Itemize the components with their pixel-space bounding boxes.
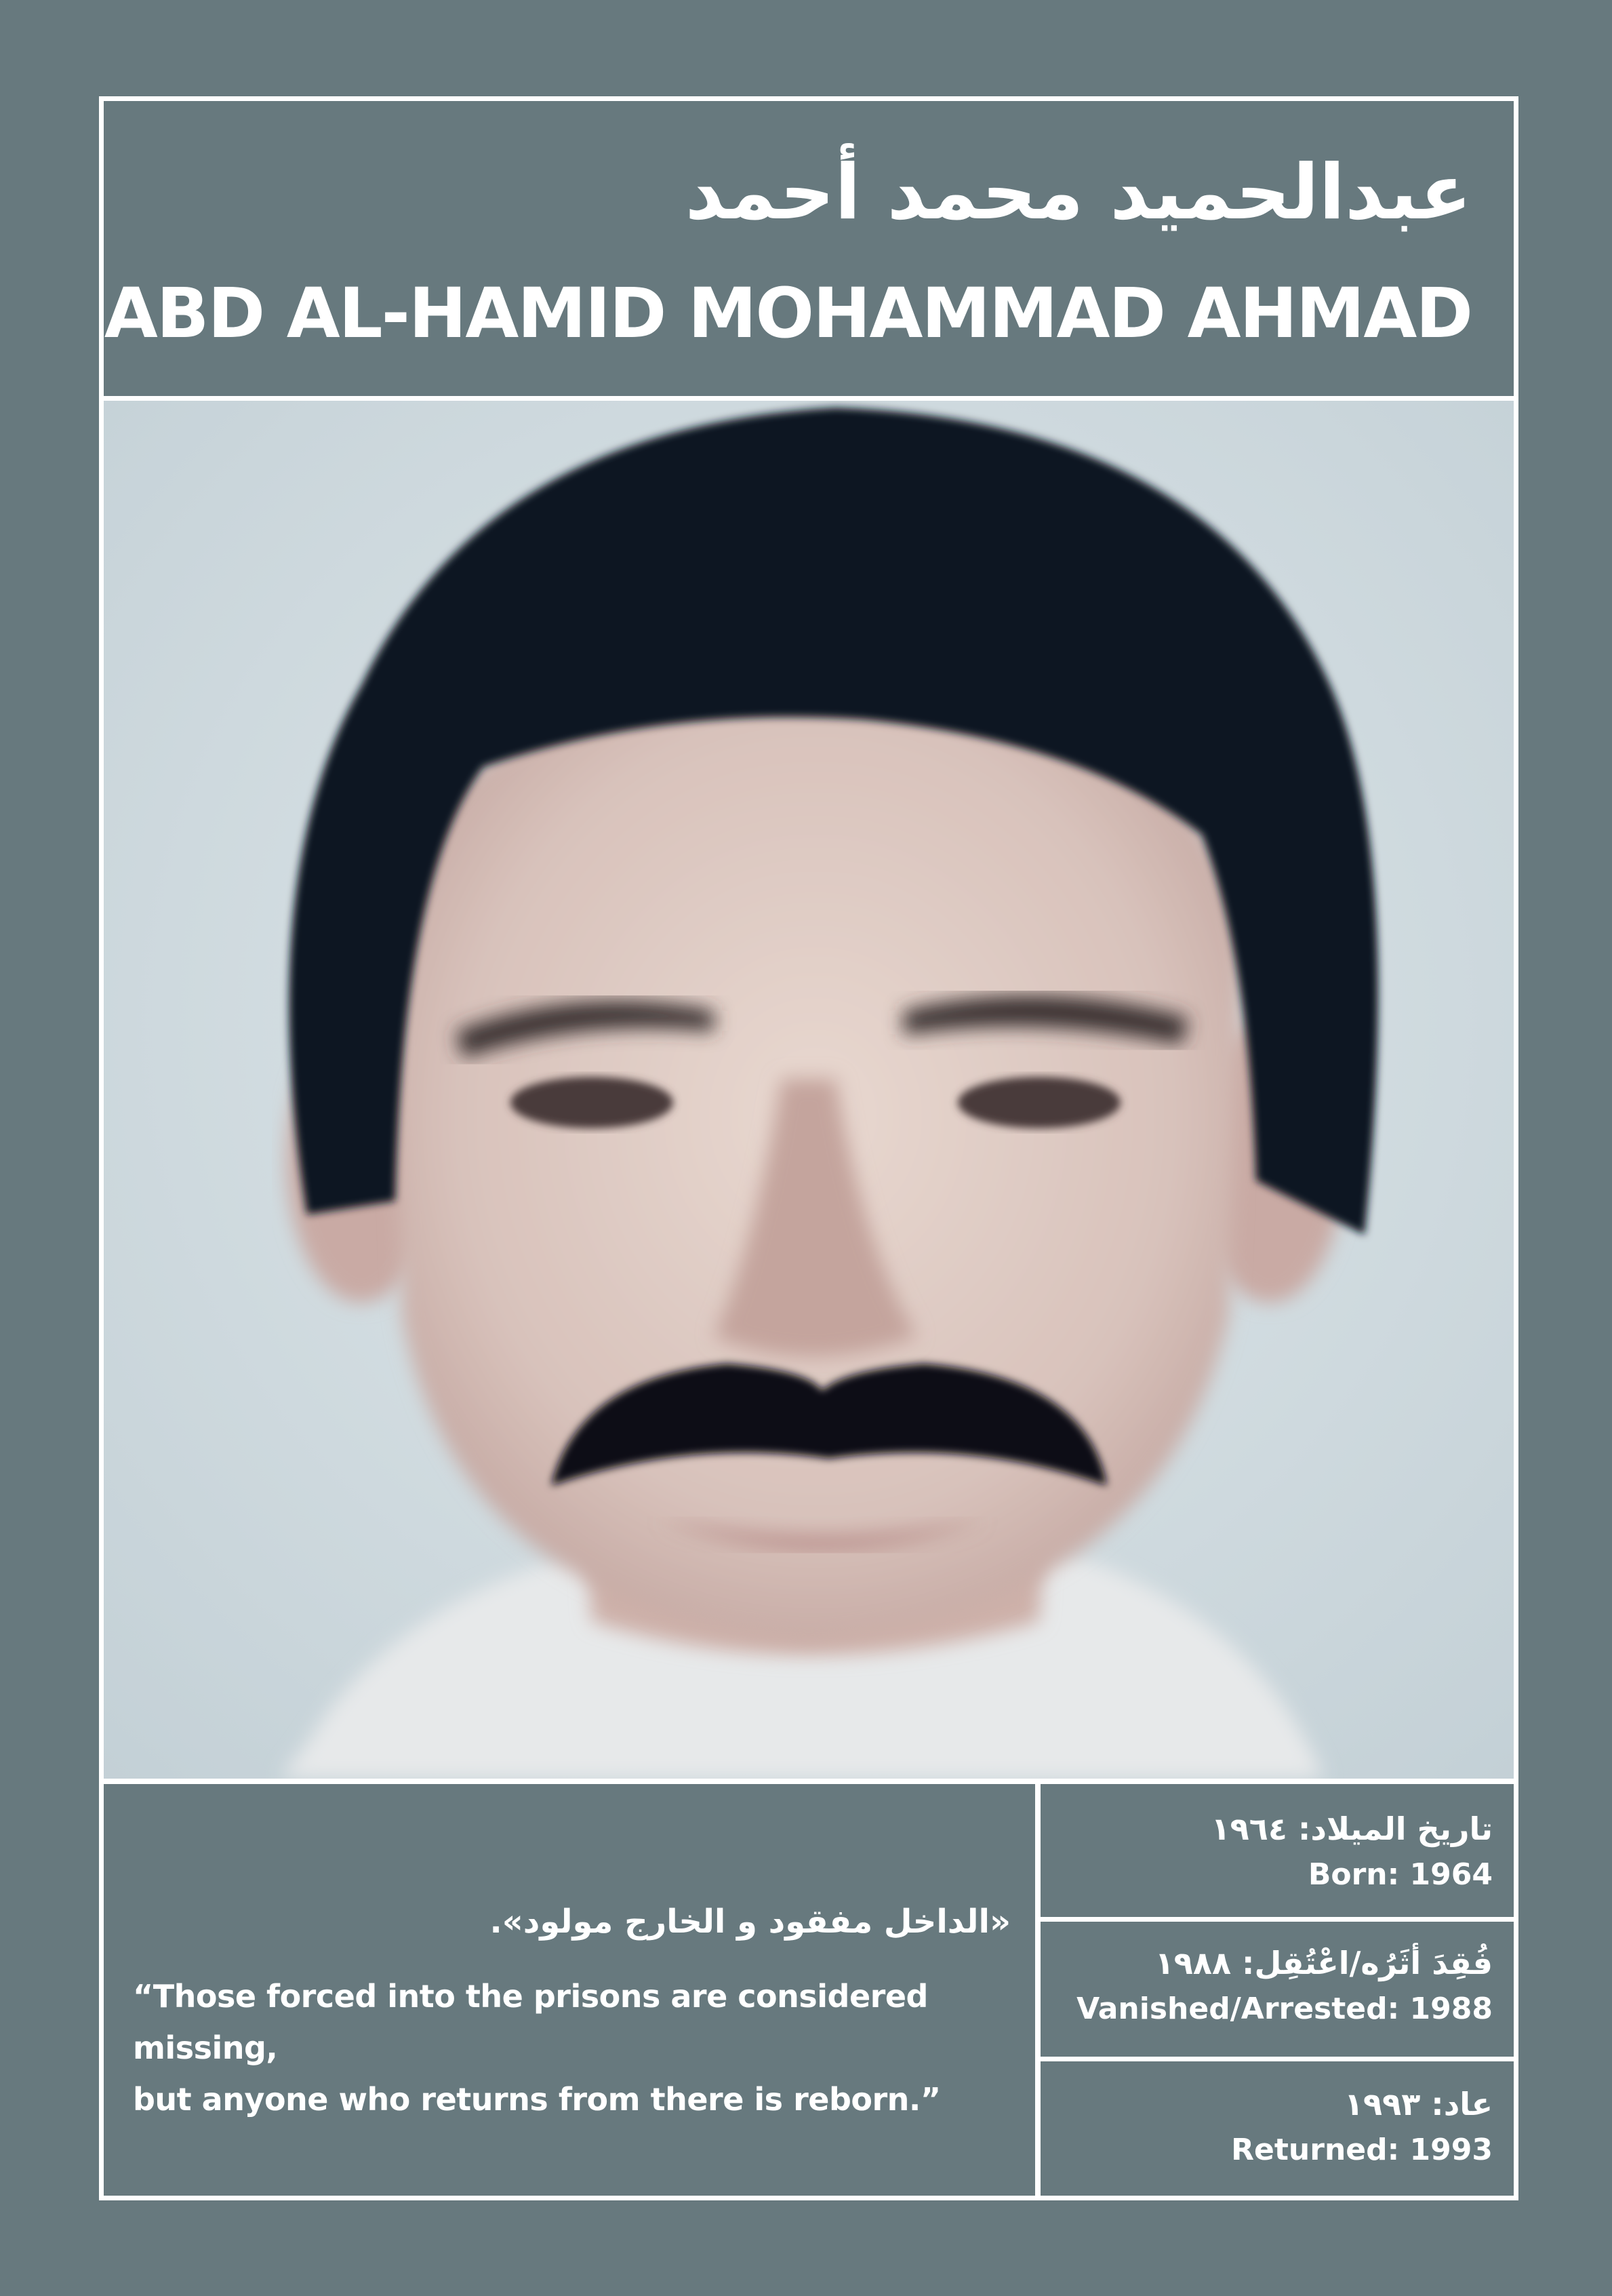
quote-english [133,1971,1014,2125]
quote-english-line-1: “Those forced into the prisons are considered missing, [133,1978,928,2066]
fact-born-english: Born: 1964 [1308,1857,1493,1893]
portrait-photo [104,401,1514,1779]
name-arabic: عبدالحميد محمد أحمد [685,149,1472,237]
fact-returned [1231,2086,1493,2169]
quote-arabic: «الداخل مفقود و الخارج مولود». [489,1903,1011,1941]
quote-english-line-2: but anyone who returns from there is reborn.” [133,2081,941,2118]
name-header [99,96,1518,401]
fact-born [1211,1810,1493,1893]
fact-divider-2 [1035,2057,1518,2061]
name-english: ABD AL-HAMID MOHAMMAD AHMAD [104,273,1472,354]
fact-vanished-english: Vanished/Arrested: 1988 [1076,1992,1493,2027]
fact-divider-1 [1035,1917,1518,1922]
photo-divider [99,1779,1518,1784]
fact-born-arabic: تاريخ الميلاد: ١٩٦٤ [1211,1810,1493,1847]
fact-returned-arabic: عاد: ١٩٩٣ [1344,2086,1493,2122]
fact-vanished [1076,1945,1493,2027]
fact-returned-english: Returned: 1993 [1231,2133,1493,2168]
fact-vanished-arabic: فُقِدَ أثَرُه/اعْتُقِل: ١٩٨٨ [1154,1945,1493,1981]
column-divider [1035,1779,1041,2199]
